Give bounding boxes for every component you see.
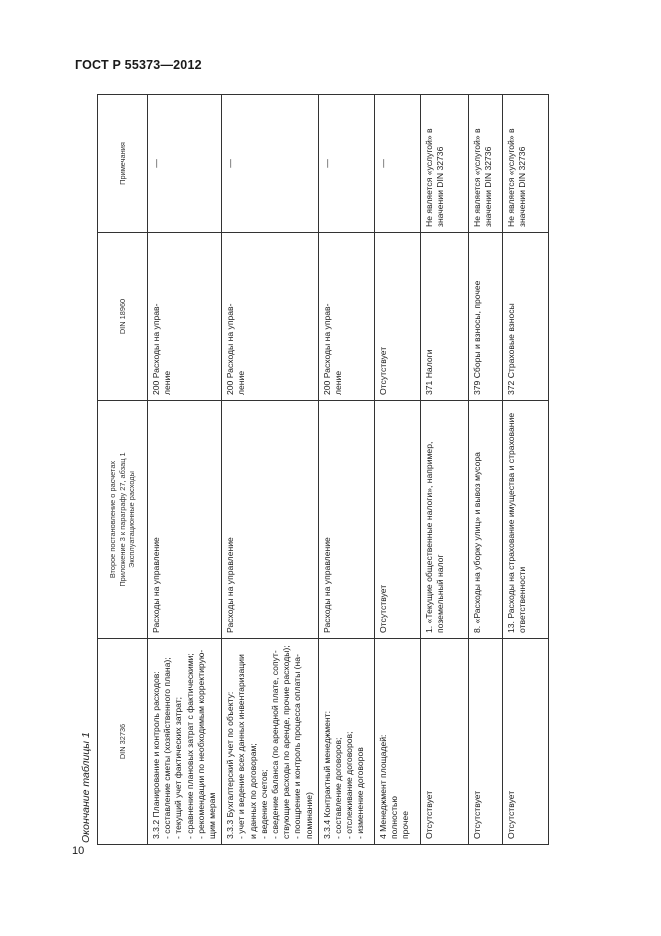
cell-din32736 bbox=[468, 639, 502, 845]
cell-notes: — bbox=[374, 95, 420, 233]
cell-line: 3.3.4 Контрактный менеджмент: bbox=[321, 711, 332, 839]
cell-notes: — bbox=[222, 95, 319, 233]
column-header-line: DIN 18960 bbox=[117, 298, 127, 335]
cell-din32736 bbox=[318, 639, 374, 845]
cell-line: 200 Расходы на управ- bbox=[151, 303, 161, 395]
cell-line: Отсутствует bbox=[377, 346, 388, 395]
cell-line: ление bbox=[162, 370, 173, 395]
cell-din18960 bbox=[222, 233, 319, 401]
cell-line: Отсутствует bbox=[423, 790, 434, 839]
cell-line: 200 Расходы на управ- bbox=[321, 303, 332, 395]
document-header-title: ГОСТ Р 55373—2012 bbox=[75, 58, 202, 72]
cell-line: - учет и ведение всех данных инвентаризации bbox=[236, 654, 247, 839]
cell-line: Отсутствует bbox=[471, 790, 482, 839]
cell-calculation-ordinance: Отсутствует bbox=[374, 401, 420, 639]
cell-din32736 bbox=[374, 639, 420, 845]
column-header-calculation-ordinance bbox=[98, 401, 148, 639]
cell-din32736 bbox=[222, 639, 319, 845]
cell-line: ление bbox=[236, 370, 247, 395]
table-row bbox=[420, 95, 468, 845]
cell-line: - изменение договоров bbox=[355, 747, 366, 839]
cell-line: 200 Расходы на управ- bbox=[225, 303, 236, 395]
cell-calculation-ordinance: Расходы на управление bbox=[148, 401, 222, 639]
cell-line: - ведение счетов; bbox=[258, 769, 269, 839]
table-row bbox=[468, 95, 502, 845]
column-header-line: Приложение 3 к параграфу 27, абзац 1 bbox=[117, 452, 127, 587]
column-header-din18960 bbox=[98, 233, 148, 401]
table-row bbox=[374, 95, 420, 845]
cell-din18960 bbox=[468, 233, 502, 401]
cell-line: - сведение баланса (по арендной плате, сопут- bbox=[270, 650, 281, 839]
cell-calculation-ordinance: 1. «Текущие общественные налоги», например, поземельный налог bbox=[420, 401, 468, 639]
table-row bbox=[222, 95, 319, 845]
column-header-line: Примечания bbox=[117, 142, 127, 185]
cell-din18960 bbox=[148, 233, 222, 401]
cell-calculation-ordinance: Расходы на управление bbox=[318, 401, 374, 639]
cell-line: полностью bbox=[389, 796, 400, 839]
cell-din32736 bbox=[148, 639, 222, 845]
cell-din32736 bbox=[502, 639, 548, 845]
cell-line: - сравнение плановых затрат с фактическими; bbox=[184, 653, 195, 839]
cell-din18960 bbox=[374, 233, 420, 401]
cell-line: - отслеживание договоров; bbox=[344, 731, 355, 839]
cell-notes: Не является «услугой» в значении DIN 32736 bbox=[502, 95, 548, 233]
table-row bbox=[502, 95, 548, 845]
cell-calculation-ordinance: 8. «Расходы на уборку улиц» и вывоз мусора bbox=[468, 401, 502, 639]
cell-line: Отсутствует bbox=[505, 790, 516, 839]
cell-line: 4 Менеджмент площадей: bbox=[377, 734, 388, 839]
table-row bbox=[318, 95, 374, 845]
cell-din18960 bbox=[420, 233, 468, 401]
cell-notes: — bbox=[148, 95, 222, 233]
cell-din32736 bbox=[420, 639, 468, 845]
cell-calculation-ordinance: 13. Расходы на страхование имущества и страхование ответственности bbox=[502, 401, 548, 639]
cell-line: и данных по договорам; bbox=[247, 743, 258, 839]
cell-notes: — bbox=[318, 95, 374, 233]
column-header-line: DIN 32736 bbox=[117, 723, 127, 760]
cell-line: - составление договоров; bbox=[333, 737, 344, 839]
column-header-notes bbox=[98, 95, 148, 233]
cell-line: прочее bbox=[400, 810, 411, 839]
cell-line: поминание) bbox=[303, 792, 314, 839]
cell-din18960 bbox=[502, 233, 548, 401]
cell-notes: Не является «услугой» в значении DIN 32736 bbox=[420, 95, 468, 233]
comparison-table bbox=[97, 94, 549, 845]
table-caption: Окончание таблицы 1 bbox=[80, 732, 92, 843]
table-body bbox=[148, 95, 549, 845]
cell-notes: Не является «услугой» в значении DIN 32736 bbox=[468, 95, 502, 233]
cell-line: 379 Сборы и взносы, прочее bbox=[471, 280, 482, 395]
cell-line: 3.3.3 Бухгалтерский учет по объекту: bbox=[225, 691, 236, 839]
cell-line: 372 Страховые взносы bbox=[505, 303, 516, 395]
column-header-line: Эксплуатационные расходы bbox=[127, 471, 137, 568]
cell-line: 371 Налоги bbox=[423, 349, 434, 395]
table-row bbox=[148, 95, 222, 845]
column-header-line: Второе постановление о расчетах bbox=[108, 460, 118, 579]
cell-line: ление bbox=[333, 370, 344, 395]
cell-din18960 bbox=[318, 233, 374, 401]
cell-calculation-ordinance: Расходы на управление bbox=[222, 401, 319, 639]
column-header-din32736 bbox=[98, 639, 148, 845]
cell-line: - составление сметы (хозяйственного плана); bbox=[162, 657, 173, 839]
cell-line: - поощрение и контроль процесса оплаты (на- bbox=[292, 654, 303, 839]
page-number: 10 bbox=[72, 845, 85, 857]
cell-line: щим мерам bbox=[207, 792, 218, 839]
table-header-row bbox=[98, 95, 148, 845]
cell-line: - рекомендации по необходимым корректирую- bbox=[195, 649, 206, 839]
cell-line: ствующие расходы по аренде, прочие расходы); bbox=[281, 645, 292, 839]
rotated-table-container bbox=[75, 85, 528, 845]
cell-line: 3.3.2 Планирование и контроль расходов: bbox=[151, 671, 161, 839]
cell-line: - текущий учет фактических затрат; bbox=[173, 696, 184, 839]
